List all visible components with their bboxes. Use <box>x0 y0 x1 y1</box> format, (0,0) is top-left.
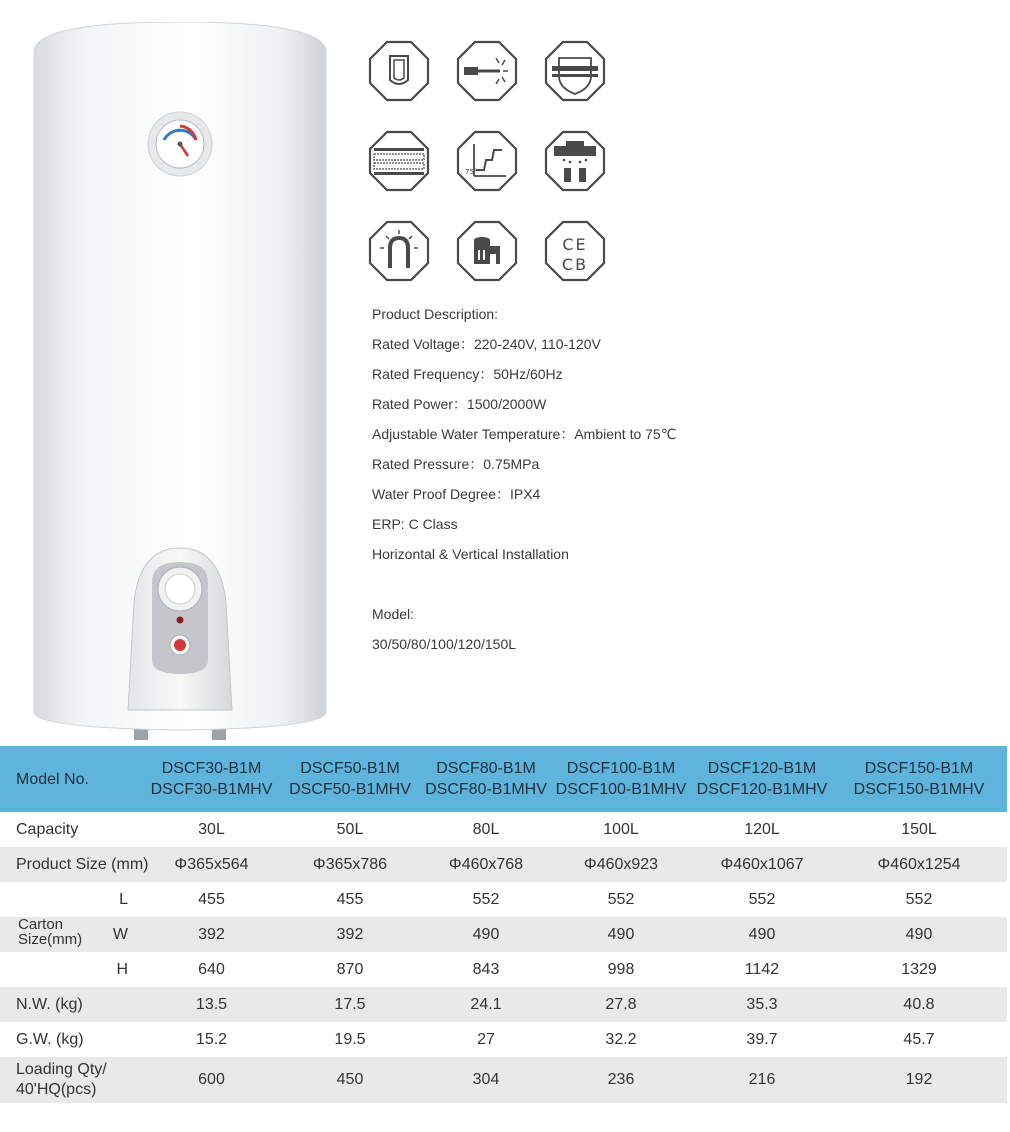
row-label: Product Size (mm) <box>0 847 146 882</box>
table-cell: 640 <box>198 960 225 978</box>
carton-label-line1: Carton <box>18 916 64 933</box>
table-cell: 80L <box>472 820 500 838</box>
table-cell: 490 <box>549 917 693 952</box>
table-cell: 39.7 <box>746 1030 778 1048</box>
ce-cb-certification-icon <box>544 220 606 282</box>
table-cell: 27 <box>477 1030 495 1048</box>
water-outlet-icon <box>544 130 606 192</box>
table-cell: 40.8 <box>831 987 1007 1022</box>
specification-table <box>0 746 1007 1103</box>
net-weight-row <box>0 987 1007 1022</box>
cb-mark: CB <box>561 255 589 274</box>
table-cell: 392 <box>146 917 277 952</box>
table-cell: 998 <box>607 960 635 978</box>
table-cell: 552 <box>472 890 500 908</box>
model-header <box>693 746 831 812</box>
product-size-row <box>0 847 1007 882</box>
table-cell: Φ460x1254 <box>831 847 1007 882</box>
model-header <box>831 746 1007 812</box>
model-name: DSCF100-B1M <box>566 760 676 777</box>
model-no-header: Model No. <box>0 746 146 812</box>
row-sublabel: L <box>119 890 128 908</box>
heating-element-icon <box>456 40 518 102</box>
temperature-label: 75° <box>465 168 478 176</box>
table-cell: 216 <box>693 1057 831 1103</box>
table-cell: 1142 <box>744 960 780 978</box>
rated-power: Rated Power：1500/2000W <box>372 396 547 412</box>
adjustable-temperature: Adjustable Water Temperature：Ambient to 75℃ <box>372 426 677 442</box>
model-header <box>423 746 549 812</box>
feature-icon-grid <box>368 40 606 282</box>
table-cell: 490 <box>423 917 549 952</box>
table-cell: 600 <box>146 1057 277 1103</box>
row-label: G.W. (kg) <box>16 1030 84 1048</box>
model-name: DSCF120-B1M <box>707 760 817 777</box>
table-cell: Φ365x564 <box>146 847 277 882</box>
model-name: DSCF80-B1M <box>436 760 536 777</box>
table-cell: 236 <box>549 1057 693 1103</box>
table-cell: 32.2 <box>605 1030 637 1048</box>
row-sublabel: H <box>116 960 128 978</box>
insulation-layers-icon <box>368 130 430 192</box>
rated-pressure: Rated Pressure：0.75MPa <box>372 456 540 472</box>
water-proof-degree: Water Proof Degree：IPX4 <box>372 486 541 502</box>
carton-label-line2: Size(mm) <box>18 931 83 948</box>
protective-shield-icon <box>544 40 606 102</box>
table-cell: 45.7 <box>903 1030 935 1048</box>
carton-length-row <box>0 882 1007 917</box>
model-list: 30/50/80/100/120/150L <box>372 636 517 652</box>
table-cell: 455 <box>198 890 225 908</box>
row-label: Capacity <box>16 820 79 838</box>
table-cell: 870 <box>336 960 364 978</box>
loading-qty-row <box>0 1057 1007 1103</box>
rated-frequency: Rated Frequency：50Hz/60Hz <box>372 366 563 382</box>
magnesium-anode-icon <box>368 220 430 282</box>
table-cell: 304 <box>423 1057 549 1103</box>
temperature-75-chart-icon <box>456 130 518 192</box>
table-cell: 490 <box>831 917 1007 952</box>
model-name-hv: DSCF100-B1MHV <box>555 781 687 798</box>
table-cell: Φ460x768 <box>423 847 549 882</box>
product-description <box>372 303 972 663</box>
rated-voltage: Rated Voltage：220-240V, 110-120V <box>372 336 601 352</box>
row-label <box>0 1057 146 1103</box>
table-cell: 843 <box>472 960 500 978</box>
gross-weight-row <box>0 1022 1007 1057</box>
model-heading: Model: <box>372 606 415 622</box>
table-cell: Φ365x786 <box>277 847 423 882</box>
table-cell: 24.1 <box>423 987 549 1022</box>
table-cell: 455 <box>336 890 364 908</box>
installation-type: Horizontal & Vertical Installation <box>372 546 569 562</box>
table-cell: 27.8 <box>549 987 693 1022</box>
table-cell: Φ460x923 <box>549 847 693 882</box>
table-cell: 50L <box>336 820 364 838</box>
description-heading: Product Description: <box>372 306 499 322</box>
table-cell: 1329 <box>901 960 937 978</box>
table-cell: 100L <box>603 820 639 838</box>
model-header <box>549 746 693 812</box>
model-name: DSCF30-B1M <box>161 760 262 777</box>
model-name-hv: DSCF150-B1MHV <box>853 781 985 798</box>
model-name-hv: DSCF30-B1MHV <box>150 781 273 798</box>
tank-shield-icon <box>368 40 430 102</box>
table-cell: 552 <box>607 890 635 908</box>
row-label: N.W. (kg) <box>0 987 146 1022</box>
carton-width-row <box>0 917 1007 952</box>
table-cell: 35.3 <box>693 987 831 1022</box>
carton-height-row <box>0 952 1007 987</box>
table-cell: 192 <box>831 1057 1007 1103</box>
table-cell: 450 <box>277 1057 423 1103</box>
erp-class: ERP: C Class <box>372 516 458 532</box>
table-cell: 552 <box>748 890 776 908</box>
table-cell: 15.2 <box>195 1030 228 1048</box>
model-name: DSCF50-B1M <box>300 760 400 777</box>
table-cell: 17.5 <box>277 987 423 1022</box>
model-name-hv: DSCF120-B1MHV <box>696 781 828 798</box>
model-header <box>277 746 423 812</box>
description-spacer <box>372 573 972 603</box>
model-name-hv: DSCF50-B1MHV <box>289 781 411 798</box>
capacity-row <box>0 812 1007 847</box>
model-name: DSCF150-B1M <box>864 760 974 777</box>
row-sublabel: W <box>0 917 146 952</box>
table-cell: 13.5 <box>146 987 277 1022</box>
table-cell: 30L <box>198 820 225 838</box>
ce-mark: CE <box>562 235 588 254</box>
loading-label-line1: Loading Qty/ <box>16 1061 107 1078</box>
carton-size-label <box>18 917 82 947</box>
table-header-row <box>0 746 1007 812</box>
safety-valve-icon <box>456 220 518 282</box>
table-cell: Φ460x1067 <box>693 847 831 882</box>
table-cell: 552 <box>905 890 933 908</box>
table-cell: 150L <box>901 820 937 838</box>
loading-label-line2: 40'HQ(pcs) <box>16 1081 97 1098</box>
table-cell: 19.5 <box>334 1030 366 1048</box>
model-name-hv: DSCF80-B1MHV <box>425 781 547 798</box>
water-heater-image <box>30 22 330 742</box>
table-cell: 120L <box>744 820 780 838</box>
table-cell: 392 <box>277 917 423 952</box>
model-header <box>146 746 277 812</box>
table-cell: 490 <box>693 917 831 952</box>
